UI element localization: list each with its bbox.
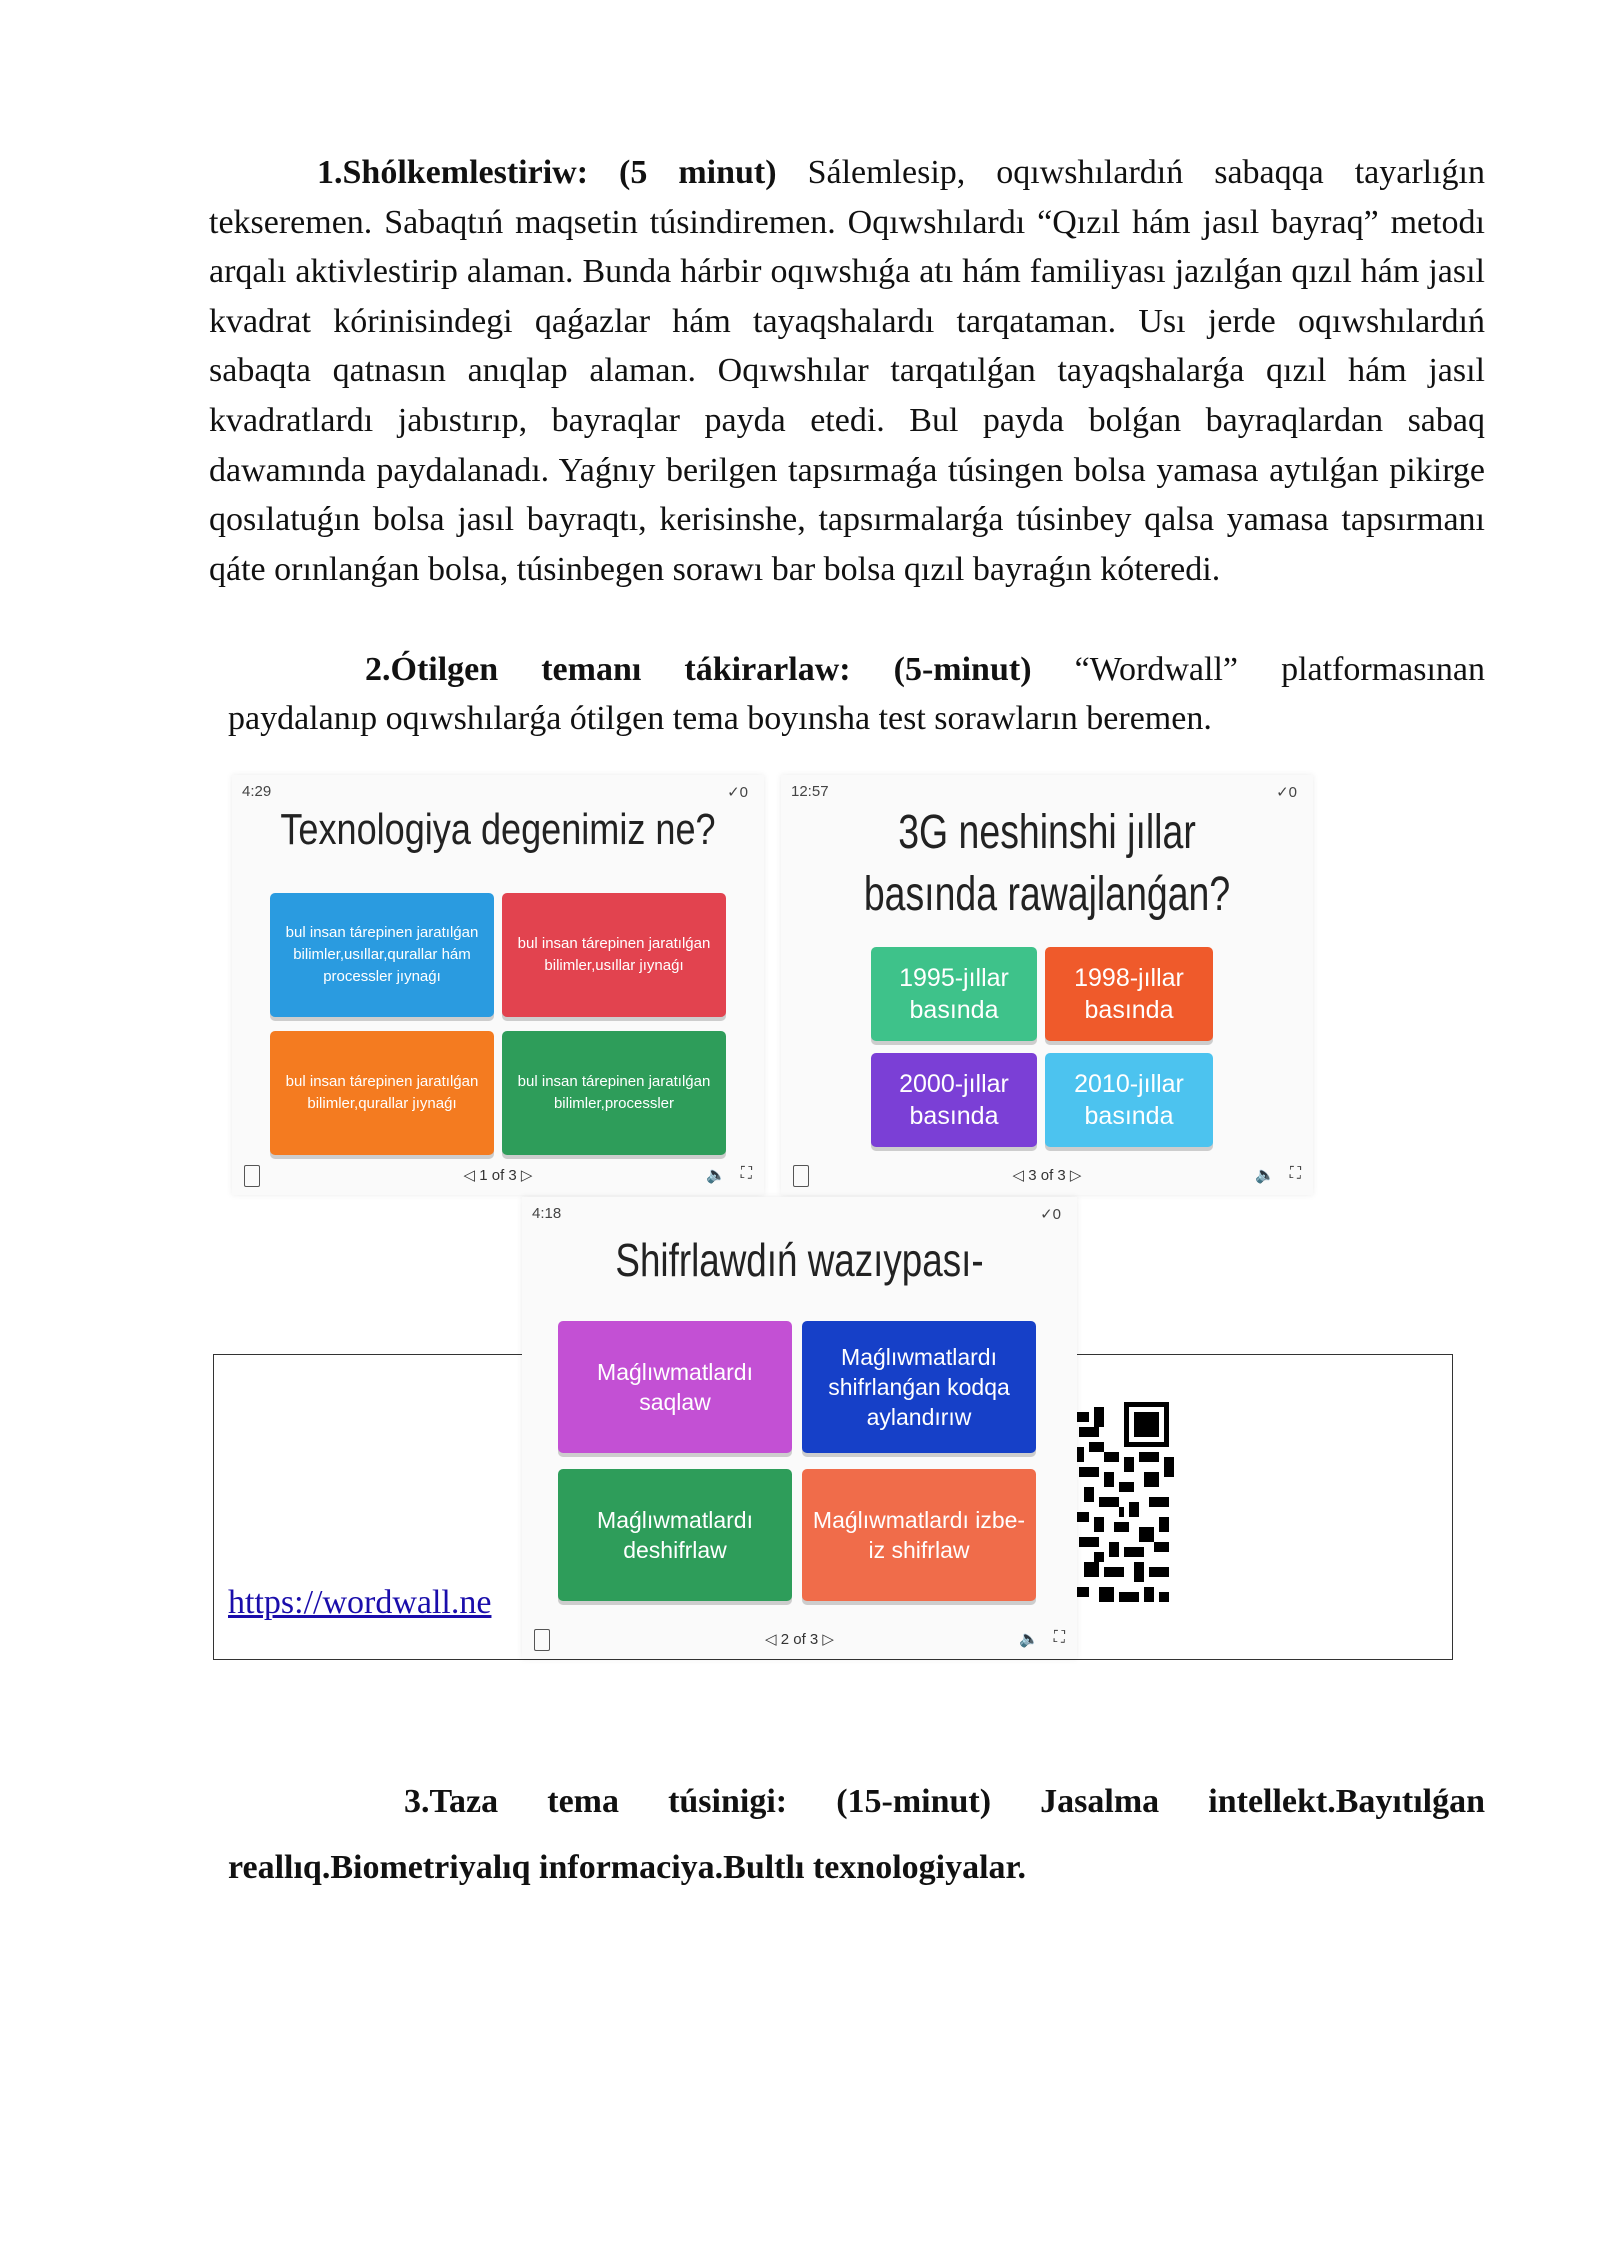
quiz2-question-line1: 3G neshinshi jıllar [898,806,1196,859]
section2-paragraph [209,645,1485,695]
section2-heading: 2.Ótilgen temanı tákirarlaw: (5-minut) [365,651,1032,688]
quiz3-answer-4[interactable]: Maǵlıwmatlardı izbe-iz shifrlaw [802,1469,1036,1601]
quiz-screenshot-1 [232,775,764,1195]
section3-paragraph: 3.Taza tema túsinigi: (15-minut) Jasalma intellekt.Bayıtılǵan reallıq.Biometriyalıq informaciya.Bultlı texnologiyalar. [228,1783,1485,1886]
quiz2-answer-1[interactable]: 1995-jıllar basında [871,947,1037,1041]
section1-text: Sálemlesip, oqıwshılardıń sabaqqa tayarlıǵın tekseremen. Sabaqtıń maqsetin túsindiremen. Oqıwshılardı “Qızıl hám jasıl bayraq” metodı arqalı aktivlestirip alaman. Bunda hárbir oqıwshıǵa atı hám familiyası jazılǵan qızıl hám jasıl kvadrat kórinisindegi qaǵazlar hám tayaqshalardı tarqataman. Usı jerde oqıwshılardıń sabaqta qatnasın anıqlap alaman. Oqıwshılar tarqatılǵan tayaqshalarǵa qızıl hám jasıl kvadratlardı jabıstırıp, bayraqlar payda etedi. Bul payda bolǵan bayraqlardan sabaq dawamında paydalanadı. Yaǵnıy berilgen tapsırmaǵa túsingen bolsa yamasa aytılǵan pikirge qosılatuǵın bolsa jasıl bayraqtı, kerisinshe, tapsırmalarǵa túsinbey qalsa yamasa tapsırmanı qáte orınlanǵan bolsa, túsinbegen sorawı bar bolsa qızıl bayraǵın kóteredi. [209,154,1486,588]
quiz3-answer-2[interactable]: Maǵlıwmatlardı shifrlanǵan kodqa aylandırıw [802,1321,1036,1453]
quiz1-answer-1[interactable]: bul insan tárepinen jaratılǵan bilimler,usıllar,qurallar hám processler jıynaǵı [270,893,494,1017]
quiz1-footer [232,1165,764,1189]
quiz3-answer-3[interactable]: Maǵlıwmatlardı deshifrlaw [558,1469,792,1601]
fullscreen-icon[interactable]: ⛶ [1289,1165,1301,1182]
section1-paragraph [209,148,1485,594]
quiz-screenshot-2 [781,775,1313,1195]
fullscreen-icon[interactable]: ⛶ [740,1165,752,1182]
quiz1-pager[interactable]: ◁ 1 of 3 ▷ [463,1167,533,1184]
quiz2-footer [781,1165,1313,1189]
quiz2-timer: 12:57 [791,783,829,800]
sound-icon[interactable]: 🔈 [1255,1167,1275,1184]
sound-icon[interactable]: 🔈 [1019,1631,1039,1648]
wordwall-link[interactable]: https://wordwall.ne [228,1584,492,1621]
quiz1-question: Texnologiya degenimiz ne? [280,805,716,854]
quiz1-answer-2[interactable]: bul insan tárepinen jaratılǵan bilimler,usıllar jıynaǵı [502,893,726,1017]
quiz2-answer-2[interactable]: 1998-jıllar basında [1045,947,1213,1041]
qr-code-icon [1074,1397,1214,1607]
quiz3-question: Shifrlawdıń wazıypası- [615,1234,984,1286]
quiz2-pager[interactable]: ◁ 3 of 3 ▷ [1012,1167,1082,1184]
quiz3-score: ✓0 [1040,1206,1061,1223]
quiz-screenshot-3 [522,1197,1077,1659]
fullscreen-icon[interactable]: ⛶ [1053,1629,1065,1646]
quiz2-answer-3[interactable]: 2000-jıllar basında [871,1053,1037,1147]
quiz3-footer [522,1629,1077,1653]
section2-text-line1: “Wordwall” platformasınan [1031,651,1486,688]
quiz1-answer-3[interactable]: bul insan tárepinen jaratılǵan bilimler,qurallar jıynaǵı [270,1031,494,1155]
section2-text-line2: paydalanıp oqıwshılarǵa ótilgen tema boyınsha test sorawların beremen. [228,700,1212,737]
quiz2-score: ✓0 [1276,784,1297,801]
quiz1-answer-4[interactable]: bul insan tárepinen jaratılǵan bilimler,processler [502,1031,726,1155]
quiz1-timer: 4:29 [242,783,272,800]
quiz1-score: ✓0 [727,784,748,801]
quiz3-pager[interactable]: ◁ 2 of 3 ▷ [765,1631,834,1648]
quiz3-answer-1[interactable]: Maǵlıwmatlardı saqlaw [558,1321,792,1453]
quiz2-answer-4[interactable]: 2010-jıllar basında [1045,1053,1213,1147]
section1-heading: 1.Shólkemlestiriw: (5 minut) [317,154,777,191]
quiz2-question-line2: basında rawajlanǵan? [863,868,1231,921]
sound-icon[interactable]: 🔈 [706,1167,726,1184]
quiz3-timer: 4:18 [532,1205,562,1222]
